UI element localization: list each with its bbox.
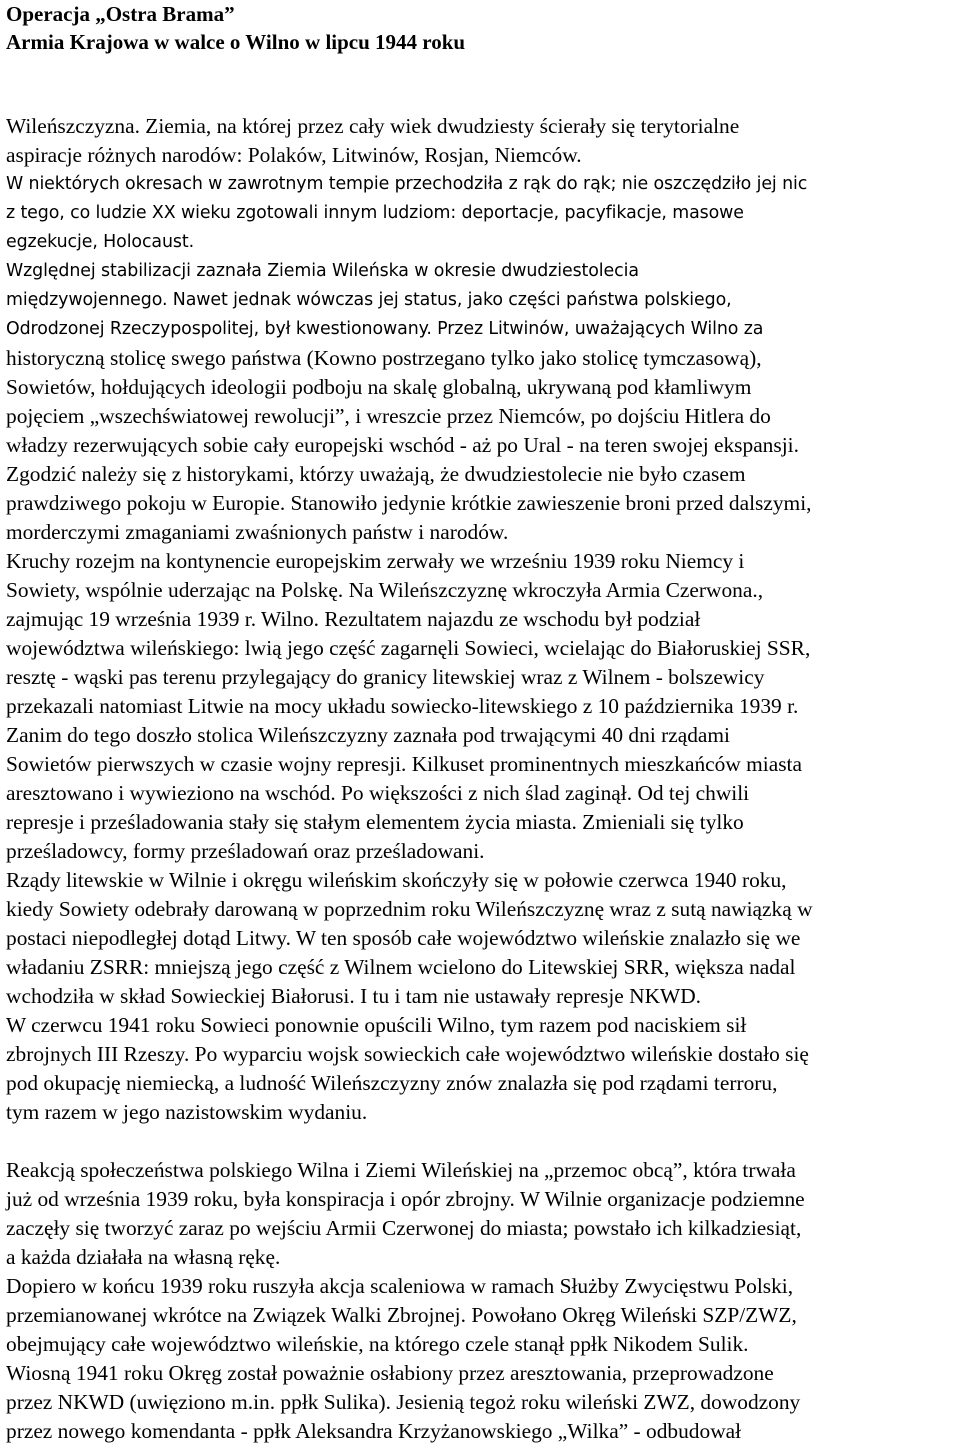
text-line: aspiracje różnych narodów: Polaków, Litwinów, Rosjan, Niemców.: [6, 143, 582, 167]
text-line: Reakcją społeczeństwa polskiego Wilna i Ziemi Wileńskiej na „przemoc obcą”, która trwała: [6, 1158, 796, 1182]
text-line: prześladowcy, formy prześladowań oraz prześladowani.: [6, 839, 485, 863]
text-line: egzekucje, Holocaust.: [6, 232, 195, 252]
text-line: a każda działała na własną rękę.: [6, 1245, 281, 1269]
text-line: zajmując 19 września 1939 r. Wilno. Rezultatem najazdu ze wschodu był podział: [6, 607, 701, 631]
text-line: Sowietów pierwszych w czasie wojny represji. Kilkuset prominentnych mieszkańców miasta: [6, 752, 802, 776]
text-line: kiedy Sowiety odebrały darowaną w poprzednim roku Wileńszczyznę wraz z sutą nawiązką w: [6, 897, 813, 921]
text-line: Wiosną 1941 roku Okręg został poważnie osłabiony przez aresztowania, przeprowadzone: [6, 1361, 774, 1385]
document-page: [6, 0, 958, 1446]
text-line: władzy rezerwujących sobie cały europejski wschód - aż po Ural - na teren swojej ekspansji.: [6, 433, 799, 457]
text-line: Sowietów, hołdujących ideologii podboju na skalę globalną, ukrywaną pod kłamliwym: [6, 375, 752, 399]
text-line: wchodziła w skład Sowieckiej Białorusi. I tu i tam nie ustawały represje NKWD.: [6, 984, 702, 1008]
text-line: W czerwcu 1941 roku Sowieci ponownie opuścili Wilno, tym razem pod naciskiem sił: [6, 1013, 747, 1037]
text-line: Zgodzić należy się z historykami, którzy uważają, że dwudziestolecie nie było czasem: [6, 462, 746, 486]
text-line: represje i prześladowania stały się stałym elementem życia miasta. Zmieniali się tylko: [6, 810, 744, 834]
text-line: pod okupację niemiecką, a ludność Wileńszczyzny znów znalazła się pod rządami terroru,: [6, 1071, 778, 1095]
text-line: Względnej stabilizacji zaznała Ziemia Wileńska w okresie dwudziestolecia: [6, 261, 639, 281]
text-line: tym razem w jego nazistowskim wydaniu.: [6, 1100, 368, 1124]
text-line: historyczną stolicę swego państwa (Kowno postrzegano tylko jako stolicę tymczasową),: [6, 346, 762, 370]
text-line: Dopiero w końcu 1939 roku ruszyła akcja scaleniowa w ramach Służby Zwycięstwu Polski,: [6, 1274, 794, 1298]
text-line: Odrodzonej Rzeczypospolitej, był kwestionowany. Przez Litwinów, uważających Wilno za: [6, 319, 764, 339]
text-line: Rządy litewskie w Wilnie i okręgu wileńskim skończyły się w połowie czerwca 1940 roku,: [6, 868, 787, 892]
text-line: morderczymi zmaganiami zwaśnionych państw i narodów.: [6, 520, 509, 544]
text-line: województwa wileńskiego: lwią jego część zagarnęli Sowieci, wcielając do Białoruskiej SSR,: [6, 636, 811, 660]
text-line: aresztowano i wywieziono na wschód. Po większości z nich ślad zaginął. Od tej chwili: [6, 781, 750, 805]
title-line-2: Armia Krajowa w walce o Wilno w lipcu 1944 roku: [6, 30, 466, 54]
body-paragraphs-2: [6, 1156, 958, 1446]
text-line: przez nowego komendanta - ppłk Aleksandra Krzyżanowskiego „Wilka” - odbudował: [6, 1419, 742, 1443]
document-title: [6, 0, 958, 56]
text-line: z tego, co ludzie XX wieku zgotowali innym ludziom: deportacje, pacyfikacje, masowe: [6, 203, 744, 223]
text-line: resztę - wąski pas terenu przylegający do granicy litewskiej wraz z Wilnem - bolszewicy: [6, 665, 765, 689]
text-line: Wileńszczyzna. Ziemia, na której przez cały wiek dwudziesty ścierały się terytorialne: [6, 114, 740, 138]
spacer: [6, 1127, 958, 1156]
text-line: przez NKWD (uwięziono m.in. ppłk Sulika). Jesienią tegoż roku wileński ZWZ, dowodzony: [6, 1390, 801, 1414]
text-line: przekazali natomiast Litwie na mocy układu sowiecko-litewskiego z 10 października 1939 r.: [6, 694, 799, 718]
text-line: zbrojnych III Rzeszy. Po wyparciu wojsk sowieckich całe województwo wileńskie dostało się: [6, 1042, 809, 1066]
text-line: postaci niepodległej dotąd Litwy. W ten sposób całe województwo wileńskie znalazło się we: [6, 926, 801, 950]
text-line: przemianowanej wkrótce na Związek Walki Zbrojnej. Powołano Okręg Wileński SZP/ZWZ,: [6, 1303, 797, 1327]
text-line: Zanim do tego doszło stolica Wileńszczyzny zaznała pod trwającymi 40 dni rządami: [6, 723, 730, 747]
text-line: Sowiety, wspólnie uderzając na Polskę. Na Wileńszczyznę wkroczyła Armia Czerwona.,: [6, 578, 764, 602]
text-line: prawdziwego pokoju w Europie. Stanowiło jedynie krótkie zawieszenie broni przed dalszymi,: [6, 491, 812, 515]
body-paragraphs-1: [6, 112, 958, 1127]
text-line: pojęciem „wszechświatowej rewolucji”, i wreszcie przez Niemców, po dojściu Hitlera do: [6, 404, 771, 428]
text-line: władaniu ZSRR: mniejszą jego część z Wilnem wcielono do Litewskiej SRR, większa nadal: [6, 955, 796, 979]
text-line: W niektórych okresach w zawrotnym tempie przechodziła z rąk do rąk; nie oszczędziło jej nic: [6, 174, 808, 194]
text-line: zaczęły się tworzyć zaraz po wejściu Armii Czerwonej do miasta; powstało ich kilkadziesiąt,: [6, 1216, 802, 1240]
text-line: międzywojennego. Nawet jednak wówczas jej status, jako części państwa polskiego,: [6, 290, 732, 310]
text-line: Kruchy rozejm na kontynencie europejskim zerwały we wrześniu 1939 roku Niemcy i: [6, 549, 745, 573]
spacer: [6, 56, 958, 112]
text-line: już od września 1939 roku, była konspiracja i opór zbrojny. W Wilnie organizacje podziemne: [6, 1187, 805, 1211]
text-line: obejmujący całe województwo wileńskie, na którego czele stanął ppłk Nikodem Sulik.: [6, 1332, 749, 1356]
title-line-1: Operacja „Ostra Brama”: [6, 2, 235, 26]
